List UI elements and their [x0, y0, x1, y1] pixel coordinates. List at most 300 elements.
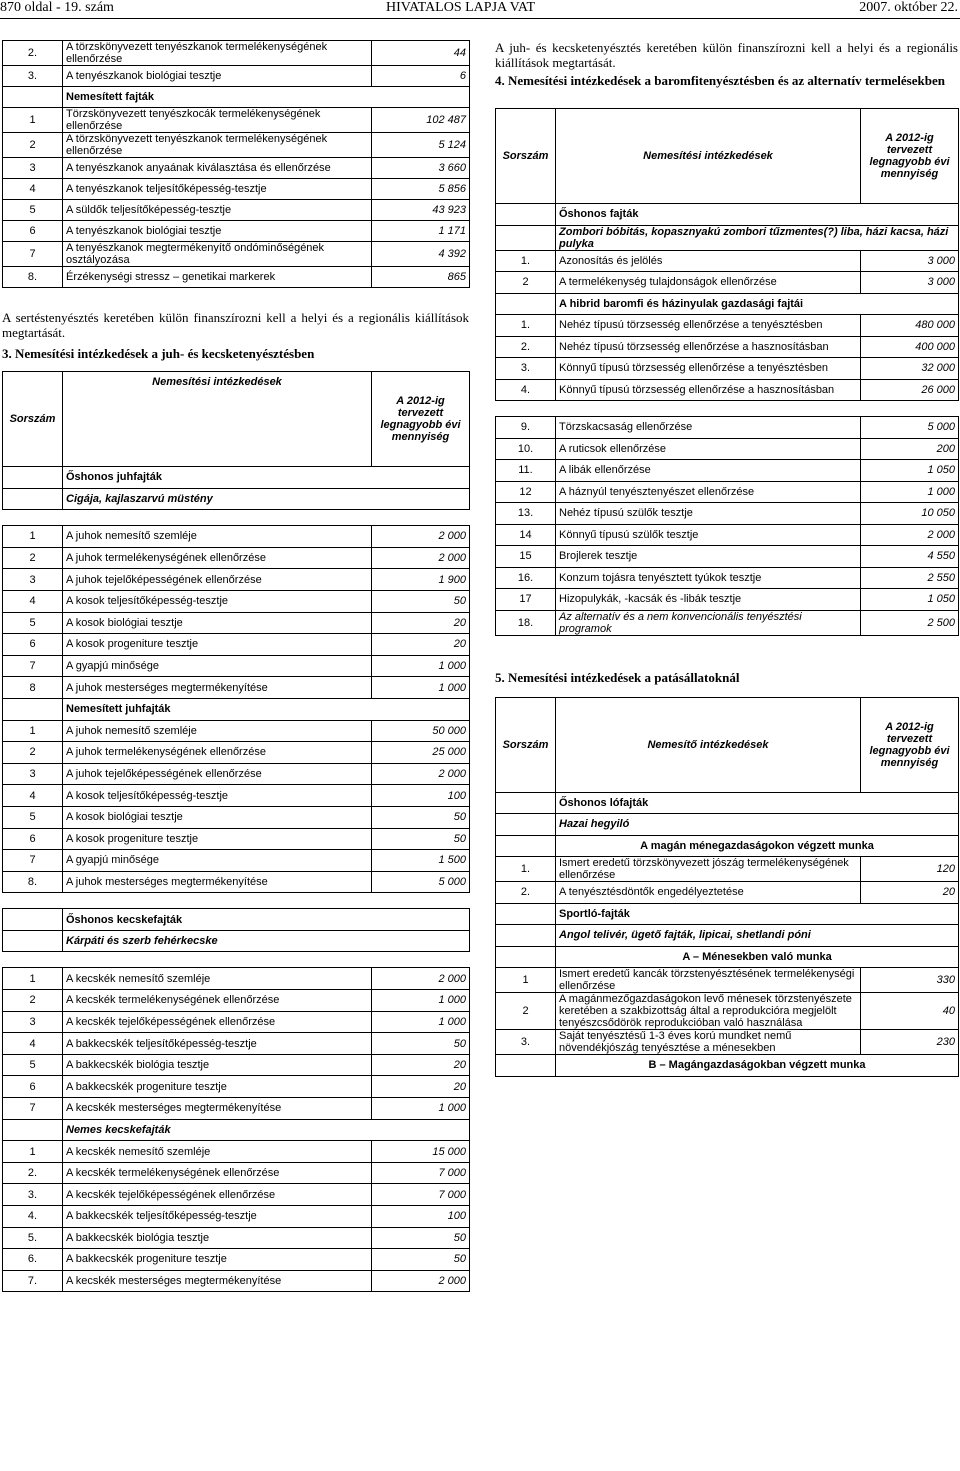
quantity-value: 100 — [372, 785, 470, 807]
measure-name: Ismert eredetű kancák törzstenyésztésének termelékenységi ellenőrzése — [556, 968, 861, 993]
quantity-value: 4 392 — [372, 242, 470, 267]
row-number: 1. — [496, 250, 556, 272]
row-number: 2 — [496, 272, 556, 294]
quantity-value: 102 487 — [372, 108, 470, 133]
group-heading: Sportló-fajták — [556, 903, 959, 925]
breed-names: Hazai hegyiló — [556, 814, 959, 836]
row-number: 8 — [3, 677, 63, 699]
spacer-row — [496, 401, 959, 417]
measure-name: A juhok termelékenységének ellenőrzése — [63, 547, 372, 569]
table-row — [3, 612, 470, 634]
row-number: 4. — [496, 379, 556, 401]
subgroup-heading-row — [496, 835, 959, 857]
breeds-row — [496, 814, 959, 836]
row-number: 7 — [3, 242, 63, 267]
measure-name: A bakkecskék teljesítőképesség-tesztje — [63, 1206, 372, 1228]
measure-name: Könnyű típusú szülők tesztje — [556, 524, 861, 546]
row-number: 9. — [496, 417, 556, 439]
measure-name: A bakkecskék progeniture tesztje — [63, 1076, 372, 1098]
quantity-value: 7 000 — [372, 1184, 470, 1206]
sheep-goat-measures-table — [2, 371, 470, 1292]
table-row — [3, 133, 470, 158]
table-row — [3, 1184, 470, 1206]
table-row — [3, 1011, 470, 1033]
table-row — [496, 546, 959, 568]
measure-name: A süldők teljesítőképesség-tesztje — [63, 200, 372, 221]
group-heading-row — [3, 467, 470, 489]
quantity-value: 330 — [861, 968, 959, 993]
quantity-value: 2 550 — [861, 567, 959, 589]
breeds-row — [3, 1119, 470, 1141]
quantity-value: 865 — [372, 267, 470, 288]
quantity-value: 3 660 — [372, 158, 470, 179]
table-row — [3, 242, 470, 267]
row-number: 4. — [3, 1206, 63, 1228]
quantity-value: 25 000 — [372, 742, 470, 764]
table-row — [496, 272, 959, 294]
table-row — [496, 503, 959, 525]
measure-name: Nehéz típusú törzsesség ellenőrzése a tenyésztésben — [556, 315, 861, 337]
quantity-value: 230 — [861, 1030, 959, 1055]
quantity-value: 43 923 — [372, 200, 470, 221]
group-heading: A hibrid baromfi és házinyulak gazdasági fajtái — [556, 293, 959, 315]
quantity-value: 50 000 — [372, 720, 470, 742]
measure-name: A bakkecskék progeniture tesztje — [63, 1249, 372, 1271]
row-number: 3. — [3, 1184, 63, 1206]
measure-name: A juhok nemesítő szemléje — [63, 720, 372, 742]
measure-name: A törzskönyvezett tenyészkanok termelékenységének ellenőrzése — [63, 133, 372, 158]
table-row — [3, 1054, 470, 1076]
row-number: 6 — [3, 221, 63, 242]
measure-name: A libák ellenőrzése — [556, 460, 861, 482]
table-row — [496, 379, 959, 401]
quantity-value: 400 000 — [861, 336, 959, 358]
row-number: 3 — [3, 569, 63, 591]
table-row — [3, 1076, 470, 1098]
measure-name: A kosok teljesítőképesség-tesztje — [63, 590, 372, 612]
row-number: 17 — [496, 589, 556, 611]
quantity-value: 26 000 — [861, 379, 959, 401]
quantity-value: 50 — [372, 1033, 470, 1055]
group-heading: Nemesített juhfajták — [63, 698, 470, 720]
measure-name: A gyapjú minősége — [63, 850, 372, 872]
row-number: 4 — [3, 785, 63, 807]
col-header-number: Sorszám — [496, 697, 556, 792]
measure-name: Saját tenyésztésű 1-3 éves korú mundket nemű növendékjószág tenyésztése a ménesekben — [556, 1030, 861, 1055]
section-4-title: 4. Nemesítési intézkedések a baromfitenyésztésben és az alternatív termelésekben — [495, 73, 945, 88]
measure-name: Nehéz típusú szülők tesztje — [556, 503, 861, 525]
table-row — [3, 990, 470, 1012]
quantity-value: 2 500 — [861, 610, 959, 635]
quantity-value: 120 — [861, 857, 959, 882]
quantity-value: 1 000 — [861, 481, 959, 503]
measure-name: A kecskék mesterséges megtermékenyítése — [63, 1098, 372, 1120]
quantity-value: 1 500 — [372, 850, 470, 872]
row-number: 3 — [3, 763, 63, 785]
row-number: 1 — [3, 720, 63, 742]
quantity-value: 2 000 — [372, 526, 470, 548]
table-row — [3, 179, 470, 200]
row-number: 5 — [3, 1054, 63, 1076]
measure-name: Az alternatív és a nem konvencionális tenyésztési programok — [556, 610, 861, 635]
col-header-measures: Nemesítési intézkedések — [556, 109, 861, 204]
group-heading-row — [496, 293, 959, 315]
row-number: 18. — [496, 610, 556, 635]
breeds-row — [3, 488, 470, 510]
quantity-value: 50 — [372, 1249, 470, 1271]
quantity-value: 6 — [372, 66, 470, 87]
table-row — [3, 547, 470, 569]
empty-number-cell — [3, 488, 63, 510]
table-row — [3, 66, 470, 87]
row-number: 4 — [3, 590, 63, 612]
row-number: 6 — [3, 828, 63, 850]
quantity-value: 1 000 — [372, 655, 470, 677]
group-heading-row — [3, 87, 470, 108]
table-row — [496, 315, 959, 337]
measure-name: A juhok mesterséges megtermékenyítése — [63, 871, 372, 893]
measure-name: A kecskék mesterséges megtermékenyítése — [63, 1270, 372, 1292]
table-row — [3, 1162, 470, 1184]
breed-names: Nemes kecskefajták — [63, 1119, 470, 1141]
row-number: 2. — [496, 336, 556, 358]
row-number: 15 — [496, 546, 556, 568]
col-header-measures: Nemesítési intézkedések — [63, 372, 372, 467]
spacer-row — [3, 952, 470, 968]
measure-name: A magánmezőgazdaságokon levő ménesek törzstenyészete keretében a szakbizottság által a reprodukcióra megjelölt tenyészcsődörök reprodukcióban való használása — [556, 993, 861, 1030]
measure-name: Könnyű típusú törzsesség ellenőrzése a tenyésztésben — [556, 358, 861, 380]
quantity-value: 1 050 — [861, 589, 959, 611]
row-number: 8. — [3, 871, 63, 893]
table-row — [3, 158, 470, 179]
left-column — [2, 40, 469, 1292]
measure-name: Ismert eredetű törzskönyvezett jószág termelékenységének ellenőrzése — [556, 857, 861, 882]
quantity-value: 40 — [861, 993, 959, 1030]
measure-name: Érzékenységi stressz – genetikai markerek — [63, 267, 372, 288]
quantity-value: 20 — [372, 1054, 470, 1076]
measure-name: A kecskék tejelőképességének ellenőrzése — [63, 1184, 372, 1206]
table-row — [3, 763, 470, 785]
row-number: 5 — [3, 806, 63, 828]
spacer-cell — [3, 952, 470, 968]
empty-number-cell — [3, 1119, 63, 1141]
table-row — [3, 1270, 470, 1292]
quantity-value: 32 000 — [861, 358, 959, 380]
measure-name: A háznyúl tenyésztenyészet ellenőrzése — [556, 481, 861, 503]
row-number: 2 — [3, 990, 63, 1012]
breeds-row — [496, 925, 959, 947]
section-3-title: 3. Nemesítési intézkedések a juh- és kecsketenyésztésben — [2, 346, 315, 361]
row-number: 3 — [3, 1011, 63, 1033]
quantity-value: 2 000 — [861, 524, 959, 546]
row-number: 5 — [3, 200, 63, 221]
table-row — [3, 108, 470, 133]
table-row — [496, 460, 959, 482]
quantity-value: 1 171 — [372, 221, 470, 242]
measure-name: A bakkecskék biológia tesztje — [63, 1054, 372, 1076]
table-row — [3, 828, 470, 850]
subgroup-heading-row — [496, 1055, 959, 1077]
quantity-value: 5 000 — [372, 871, 470, 893]
table-row — [3, 677, 470, 699]
empty-number-cell — [496, 903, 556, 925]
row-number: 1. — [496, 857, 556, 882]
col-header-number: Sorszám — [3, 372, 63, 467]
col-header-quantity: A 2012-ig tervezett legnagyobb évi mennyiség — [861, 109, 959, 204]
table-row — [3, 267, 470, 288]
measure-name: A bakkecskék biológia tesztje — [63, 1227, 372, 1249]
empty-number-cell — [496, 204, 556, 226]
group-heading-row — [496, 204, 959, 226]
table-row — [3, 1206, 470, 1228]
quantity-value: 20 — [372, 634, 470, 656]
quantity-value: 7 000 — [372, 1162, 470, 1184]
table-row — [3, 850, 470, 872]
empty-number-cell — [3, 930, 63, 952]
group-heading: Őshonos juhfajták — [63, 467, 470, 489]
quantity-value: 1 000 — [372, 1098, 470, 1120]
quantity-value: 1 000 — [372, 1011, 470, 1033]
quantity-value: 4 550 — [861, 546, 959, 568]
header-journal-title: HIVATALOS LAPJA VAT — [386, 0, 536, 15]
table-row — [496, 589, 959, 611]
table-row — [3, 590, 470, 612]
quantity-value: 1 000 — [372, 677, 470, 699]
table-row — [3, 968, 470, 990]
row-number: 11. — [496, 460, 556, 482]
measure-name: A kecskék termelékenységének ellenőrzése — [63, 990, 372, 1012]
table-row — [3, 742, 470, 764]
empty-number-cell — [496, 1055, 556, 1077]
empty-number-cell — [3, 909, 63, 931]
breeds-row — [3, 930, 470, 952]
section-5-title: 5. Nemesítési intézkedések a patásállatoknál — [495, 669, 740, 685]
table-row — [496, 438, 959, 460]
row-number: 1 — [3, 526, 63, 548]
empty-number-cell — [3, 87, 63, 108]
group-heading: Őshonos fajták — [556, 204, 959, 226]
table-row — [3, 1227, 470, 1249]
spacer-cell — [3, 893, 470, 909]
measure-name: A bakkecskék teljesítőképesség-tesztje — [63, 1033, 372, 1055]
row-number: 3. — [496, 1030, 556, 1055]
row-number: 10. — [496, 438, 556, 460]
table-row — [3, 655, 470, 677]
table-row — [496, 417, 959, 439]
row-number: 7 — [3, 850, 63, 872]
row-number: 12 — [496, 481, 556, 503]
col-header-measures: Nemesítő intézkedések — [556, 697, 861, 792]
measure-name: A kosok progeniture tesztje — [63, 634, 372, 656]
breed-names: Cigája, kajlaszarvú müstény — [63, 488, 470, 510]
spacer-cell — [496, 401, 959, 417]
row-number: 1 — [3, 108, 63, 133]
col-header-number: Sorszám — [496, 109, 556, 204]
pig-breeding-table-continued — [2, 40, 470, 288]
table-row — [3, 200, 470, 221]
table-header-row — [3, 372, 470, 467]
empty-number-cell — [496, 225, 556, 250]
table-row — [3, 785, 470, 807]
quantity-value: 44 — [372, 41, 470, 66]
quantity-value: 100 — [372, 1206, 470, 1228]
breeds-row — [496, 225, 959, 250]
measure-name: A juhok tejelőképességének ellenőrzése — [63, 763, 372, 785]
table-row — [496, 567, 959, 589]
empty-number-cell — [496, 835, 556, 857]
table-row — [3, 569, 470, 591]
measure-name: Nehéz típusú törzsesség ellenőrzése a hasznosításban — [556, 336, 861, 358]
measure-name: A gyapjú minősége — [63, 655, 372, 677]
spacer-row — [3, 893, 470, 909]
measure-name: A ruticsok ellenőrzése — [556, 438, 861, 460]
table-row — [3, 1249, 470, 1271]
quantity-value: 1 000 — [372, 990, 470, 1012]
quantity-value: 3 000 — [861, 272, 959, 294]
quantity-value: 5 124 — [372, 133, 470, 158]
group-heading-row — [496, 903, 959, 925]
table-row — [3, 1098, 470, 1120]
row-number: 6. — [3, 1249, 63, 1271]
measure-name: A kosok biológiai tesztje — [63, 806, 372, 828]
measure-name: A tenyésztésdöntők engedélyeztetése — [556, 882, 861, 904]
header-date: 2007. október 22. — [859, 0, 958, 15]
row-number: 1 — [3, 968, 63, 990]
row-number: 5 — [3, 612, 63, 634]
quantity-value: 2 000 — [372, 763, 470, 785]
measure-name: Azonosítás és jelölés — [556, 250, 861, 272]
subgroup-heading: A magán ménegazdaságokon végzett munka — [556, 835, 959, 857]
measure-name: A kosok biológiai tesztje — [63, 612, 372, 634]
table-row — [496, 481, 959, 503]
col-header-quantity: A 2012-ig tervezett legnagyobb évi mennyiség — [372, 372, 470, 467]
measure-name: A kecskék nemesítő szemléje — [63, 1141, 372, 1163]
measure-name: A tenyészkanok anyaának kiválasztása és ellenőrzése — [63, 158, 372, 179]
table-row — [3, 871, 470, 893]
row-number: 13. — [496, 503, 556, 525]
quantity-value: 50 — [372, 806, 470, 828]
row-number: 14 — [496, 524, 556, 546]
group-heading-row — [3, 909, 470, 931]
quantity-value: 2 000 — [372, 547, 470, 569]
table-header-row — [496, 697, 959, 792]
measure-name: A tenyészkanok biológiai tesztje — [63, 66, 372, 87]
measure-name: A tenyészkanok megtermékenyítő ondóminőségének osztályozása — [63, 242, 372, 267]
table-row — [3, 526, 470, 548]
empty-number-cell — [496, 792, 556, 814]
table-row — [3, 221, 470, 242]
table-row — [3, 1033, 470, 1055]
table-row — [3, 1141, 470, 1163]
row-number: 2 — [3, 547, 63, 569]
table-row — [496, 1030, 959, 1055]
quantity-value: 10 050 — [861, 503, 959, 525]
group-heading-row — [3, 698, 470, 720]
quantity-value: 20 — [372, 612, 470, 634]
table-row — [496, 968, 959, 993]
table-row — [3, 41, 470, 66]
right-column — [495, 40, 958, 1077]
group-heading-row — [496, 792, 959, 814]
measure-name: A kosok teljesítőképesség-tesztje — [63, 785, 372, 807]
quantity-value: 480 000 — [861, 315, 959, 337]
row-number: 1 — [496, 968, 556, 993]
row-number: 6 — [3, 634, 63, 656]
measure-name: Konzum tojásra tenyésztett tyúkok tesztje — [556, 567, 861, 589]
group-heading: Nemesített fajták — [63, 87, 470, 108]
row-number: 2 — [3, 133, 63, 158]
quantity-value: 1 050 — [861, 460, 959, 482]
quantity-value: 2 000 — [372, 1270, 470, 1292]
table-row — [496, 358, 959, 380]
row-number: 6 — [3, 1076, 63, 1098]
row-number: 3. — [496, 358, 556, 380]
measure-name: A kecskék termelékenységének ellenőrzése — [63, 1162, 372, 1184]
table-header-row — [496, 109, 959, 204]
quantity-value: 20 — [861, 882, 959, 904]
measure-name: A juhok mesterséges megtermékenyítése — [63, 677, 372, 699]
breed-names: Kárpáti és szerb fehérkecske — [63, 930, 470, 952]
row-number: 2. — [496, 882, 556, 904]
measure-name: A törzskönyvezett tenyészkanok termelékenységének ellenőrzése — [63, 41, 372, 66]
subgroup-heading: A – Ménesekben való munka — [556, 946, 959, 968]
spacer-cell — [3, 510, 470, 526]
row-number: 1 — [3, 1141, 63, 1163]
measure-name: A kecskék tejelőképességének ellenőrzése — [63, 1011, 372, 1033]
row-number: 7 — [3, 1098, 63, 1120]
breed-names: Angol telivér, ügető fajták, lipicai, shetlandi póni — [556, 925, 959, 947]
measure-name: A tenyészkanok biológiai tesztje — [63, 221, 372, 242]
row-number: 3. — [3, 66, 63, 87]
measure-name: A kosok progeniture tesztje — [63, 828, 372, 850]
table-row — [496, 882, 959, 904]
empty-number-cell — [3, 467, 63, 489]
row-number: 4 — [3, 179, 63, 200]
measure-name: Hizopulykák, -kacsák és -libák tesztje — [556, 589, 861, 611]
subgroup-heading-row — [496, 946, 959, 968]
table-row — [496, 336, 959, 358]
table-row — [3, 634, 470, 656]
group-heading: Őshonos lófajták — [556, 792, 959, 814]
quantity-value: 15 000 — [372, 1141, 470, 1163]
group-heading: Őshonos kecskefajták — [63, 909, 470, 931]
row-number: 8. — [3, 267, 63, 288]
spacer-row — [3, 510, 470, 526]
empty-number-cell — [496, 814, 556, 836]
breed-names: Zombori bóbitás, kopasznyakú zombori tűzmentes(?) liba, házi kacsa, házi pulyka — [556, 225, 959, 250]
quantity-value: 50 — [372, 1227, 470, 1249]
quantity-value: 5 856 — [372, 179, 470, 200]
pig-exhibitions-note: A sertéstenyésztés keretében külön finanszírozni kell a helyi és a regionális kiállítások megtartását. — [2, 310, 469, 340]
measure-name: Törzskönyvezett tenyészkocák termelékenységének ellenőrzése — [63, 108, 372, 133]
table-row — [496, 610, 959, 635]
quantity-value: 20 — [372, 1076, 470, 1098]
sheep-exhibitions-note: A juh- és kecsketenyésztés keretében külön finanszírozni kell a helyi és a regionális kiállítások megtartását. — [495, 40, 958, 70]
empty-number-cell — [496, 293, 556, 315]
quantity-value: 3 000 — [861, 250, 959, 272]
measure-name: A juhok nemesítő szemléje — [63, 526, 372, 548]
table-row — [496, 250, 959, 272]
page-header — [0, 0, 960, 19]
measure-name: A juhok tejelőképességének ellenőrzése — [63, 569, 372, 591]
quantity-value: 5 000 — [861, 417, 959, 439]
hoofed-animals-table — [495, 697, 959, 1077]
quantity-value: 50 — [372, 828, 470, 850]
row-number: 2. — [3, 1162, 63, 1184]
quantity-value: 50 — [372, 590, 470, 612]
row-number: 3 — [3, 158, 63, 179]
table-row — [496, 524, 959, 546]
